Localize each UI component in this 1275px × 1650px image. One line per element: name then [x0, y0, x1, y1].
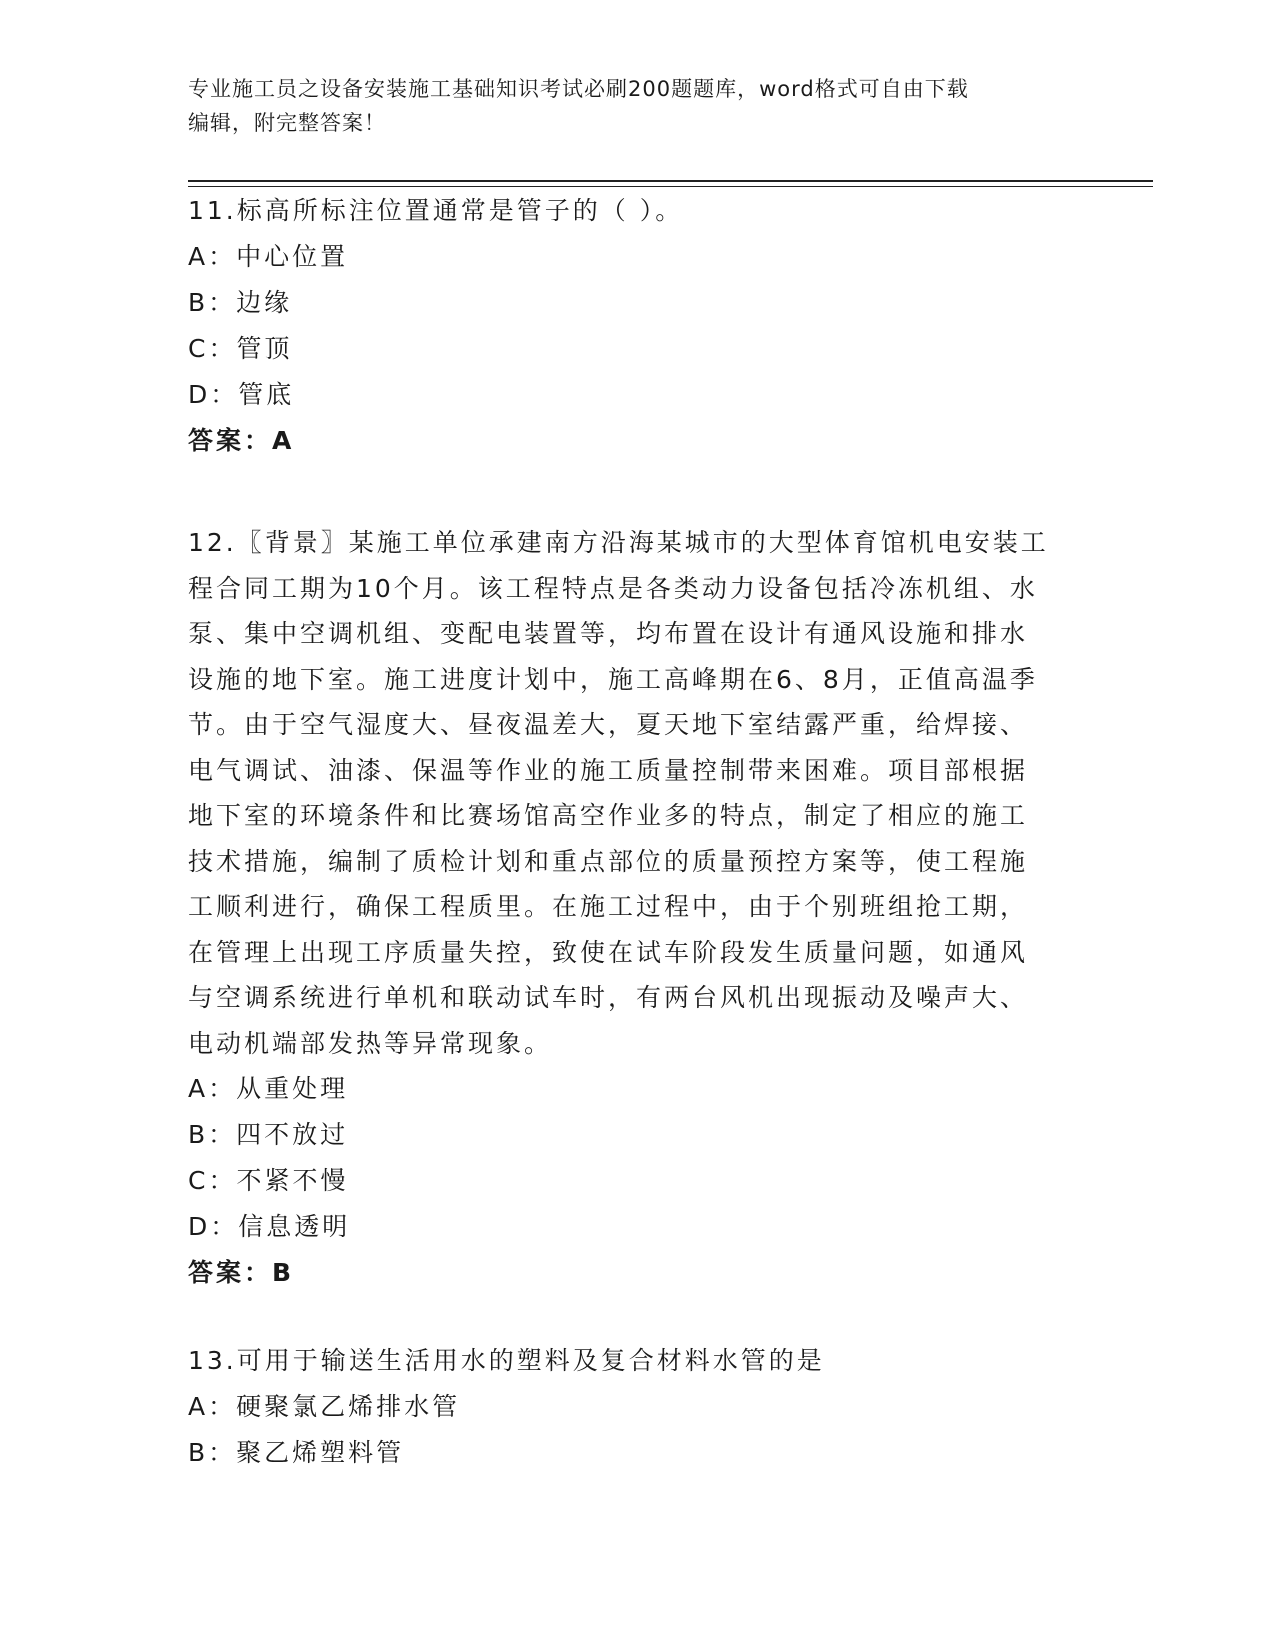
question-13: [188, 1338, 1088, 1476]
header-divider-thick: [188, 180, 1153, 182]
question-stem-line: 电动机端部发热等异常现象。: [188, 1028, 553, 1058]
question-stem-line: 程合同工期为10个月。该工程特点是各类动力设备包括冷冻机组、水: [188, 573, 1038, 603]
question-stem: 13.可用于输送生活用水的塑料及复合材料水管的是: [188, 1346, 825, 1375]
header-divider-thin: [188, 186, 1153, 187]
option-b: B：四不放过: [188, 1120, 349, 1149]
option-d: D：信息透明: [188, 1212, 351, 1241]
question-stem-line: 技术措施，编制了质检计划和重点部位的质量预控方案等，使工程施: [188, 846, 1029, 876]
question-11: [188, 188, 1088, 464]
spacer: [188, 1296, 1088, 1342]
question-stem-line: 地下室的环境条件和比赛场馆高空作业多的特点，制定了相应的施工: [188, 801, 1029, 830]
option-a: A：中心位置: [188, 242, 349, 271]
question-stem-line: 工顺利进行，确保工程质里。在施工过程中，由于个别班组抢工期，: [188, 892, 1029, 921]
question-stem-line: 电气调试、油漆、保温等作业的施工质量控制带来困难。项目部根据: [188, 755, 1029, 785]
option-b: B：聚乙烯塑料管: [188, 1438, 405, 1467]
document-header: [188, 72, 1088, 140]
header-line-1: 专业施工员之设备安装施工基础知识考试必刷200题题库，word格式可自由下载: [188, 77, 969, 101]
option-c: C：不紧不慢: [188, 1166, 349, 1195]
question-stem-line: 12.〖背景〗某施工单位承建南方沿海某城市的大型体育馆机电安装工: [188, 528, 1049, 557]
question-stem-line: 在管理上出现工序质量失控，致使在试车阶段发生质量问题，如通风: [188, 937, 1029, 967]
question-list: [188, 188, 1088, 1476]
question-stem: 11.标高所标注位置通常是管子的（ ）。: [188, 196, 684, 225]
question-stem-line: 泵、集中空调机组、变配电装置等，均布置在设计有通风设施和排水: [188, 619, 1029, 648]
header-line-2: 编辑，附完整答案！: [188, 111, 386, 135]
question-stem-line: 设施的地下室。施工进度计划中，施工高峰期在6、8月，正值高温季: [188, 664, 1038, 694]
question-stem-line: 节。由于空气湿度大、昼夜温差大，夏天地下室结露严重，给焊接、: [188, 710, 1029, 739]
answer-label: 答案：A: [188, 426, 295, 455]
option-a: A：硬聚氯乙烯排水管: [188, 1392, 461, 1421]
option-d: D：管底: [188, 380, 295, 409]
spacer: [188, 464, 1088, 510]
question-stem-line: 与空调系统进行单机和联动试车时，有两台风机出现振动及噪声大、: [188, 983, 1029, 1012]
option-c: C：管顶: [188, 334, 293, 363]
option-a: A：从重处理: [188, 1074, 349, 1103]
answer-label: 答案：B: [188, 1258, 295, 1287]
option-b: B：边缘: [188, 288, 293, 317]
question-12: [188, 520, 1088, 1296]
